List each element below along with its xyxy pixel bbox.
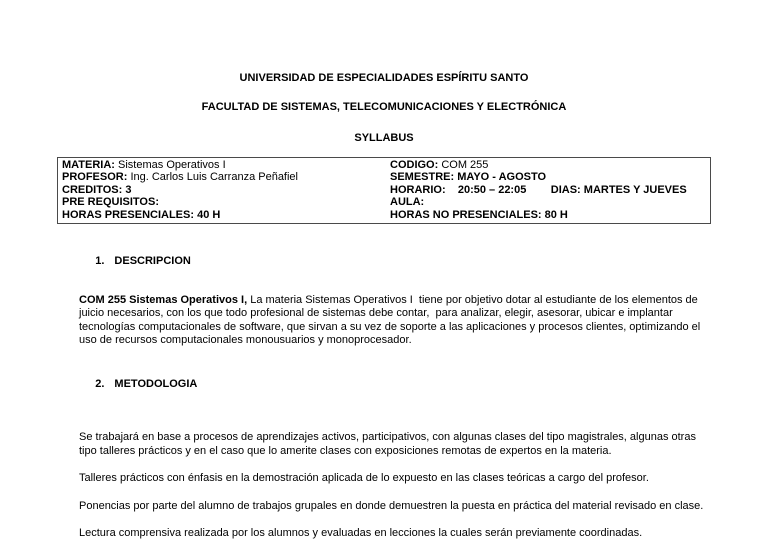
profesor-label: PROFESOR: (62, 171, 128, 184)
info-row-profesor (62, 171, 386, 184)
course-info-left-column (58, 159, 386, 222)
creditos-label: CREDITOS: 3 (62, 183, 132, 196)
document-title: SYLLABUS (354, 132, 414, 144)
materia-label: MATERIA: (62, 158, 115, 171)
prerequisitos-label: PRE REQUISITOS: (62, 196, 159, 209)
horas-no-presenciales-label: HORAS NO PRESENCIALES: 80 H (390, 208, 568, 221)
descripcion-lead: COM 255 Sistemas Operativos I, (79, 293, 248, 306)
metodologia-paragraph-2: Talleres prácticos con énfasis en la demostración aplicada de lo expuesto en las clases teóricas a cargo del profesor. (79, 472, 649, 485)
metodologia-paragraph-1: Se trabajará en base a procesos de aprendizajes activos, participativos, con algunas clases del tipo magistrales, algunas otras tipo talleres prácticos y en el caso que lo amerite clases con exposiciones remotas de expertos en la materia. (79, 431, 700, 457)
section-metodologia-heading (83, 365, 711, 406)
faculty-title: FACULTAD DE SISTEMAS, TELECOMUNICACIONES Y ELECTRÓNICA (201, 100, 567, 113)
info-row-aula (390, 196, 706, 209)
descripcion-body: La materia Sistemas Operativos I tiene por objetivo dotar al estudiante de los elementos de juicio necesarios, con los que todo profesional de sistemas debe contar, para analizar, elegir, asesorar, ubicar e implantar tecnologías computacionales de software, que sirvan a su vez de soporte a las aplicaciones y procesos clientes, optimizando el uso de recursos computacionales monousuarios y monoprocesador. (79, 293, 704, 347)
info-row-materia (62, 159, 386, 172)
aula-label: AULA: (390, 196, 425, 209)
info-row-prerequisitos (62, 196, 386, 209)
semestre-label: SEMESTRE: MAYO - AGOSTO (390, 171, 547, 184)
section-descripcion-number: 1. (95, 254, 105, 267)
section-descripcion-title: DESCRIPCION (114, 254, 191, 267)
profesor-value: Ing. Carlos Luis Carranza Peñafiel (127, 171, 298, 184)
course-info-right-column (386, 159, 706, 222)
codigo-value: COM 255 (438, 158, 489, 171)
descripcion-paragraph (79, 294, 711, 348)
info-row-horas-presenciales (62, 209, 386, 222)
info-row-semestre (390, 171, 706, 184)
materia-value: Sistemas Operativos I (114, 158, 226, 171)
horas-presenciales-label: HORAS PRESENCIALES: 40 H (62, 208, 221, 221)
codigo-label: CODIGO: (390, 158, 439, 171)
section-metodologia-title: METODOLOGIA (114, 378, 198, 391)
metodologia-paragraph-4: Lectura comprensiva realizada por los alumnos y evaluadas en lecciones la cuales serán previamente coordinadas. (79, 527, 643, 540)
horario-dias-label: HORARIO: 20:50 – 22:05 DIAS: MARTES Y JUEVES (390, 183, 687, 196)
course-info-table (57, 157, 711, 225)
section-descripcion-heading (83, 241, 711, 282)
info-row-codigo (390, 159, 706, 172)
university-title: UNIVERSIDAD DE ESPECIALIDADES ESPÍRITU SANTO (239, 72, 529, 84)
section-metodologia-number: 2. (95, 378, 105, 391)
info-row-creditos (62, 184, 386, 197)
info-row-horas-no-presenciales (390, 209, 706, 222)
metodologia-paragraph-3: Ponencias por parte del alumno de trabajos grupales en donde demuestren la puesta en práctica del material revisado en clase. (79, 499, 704, 512)
info-row-horario-dias (390, 184, 706, 197)
